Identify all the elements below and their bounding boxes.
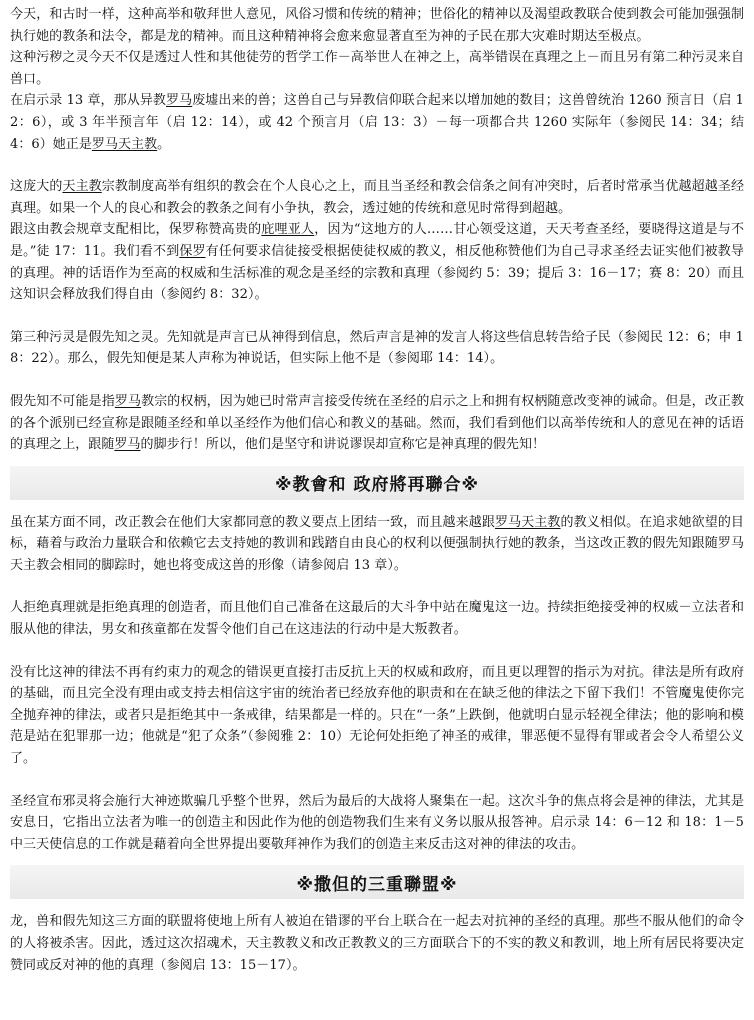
underlined-text: 庇哩亚人 [261,222,315,238]
paragraph-beast-rome [10,90,744,155]
text: 虽在某方面不同，改正教会在他们大家都同意的教义要点上团结一致，而且越来越跟 [10,514,495,530]
underlined-text: 罗马 [166,93,193,109]
section-heading-church-state [10,466,744,500]
paragraph-rejecting-truth: 人拒绝真理就是拒绝真理的创造者，而且他们自己准备在这最后的大斗争中站在魔鬼这一边。持续拒绝接受神的权威－立法者和服从他的律法，男女和孩童都在发誓令他们自己在这违法的行动中是大叛教者。 [10,600,744,638]
section-heading-text: ※教會和 政府將再聯合※ [275,475,479,496]
text: 。 [157,136,171,152]
text: 跟这由教会规章支配相比，保罗称赞高贵的 [10,222,262,238]
section-heading-text: ※撒但的三重聯盟※ [296,874,458,895]
paragraph-catholic-system [10,176,744,219]
paragraph-threefold-union: 龙，兽和假先知这三方面的联盟将使地上所有人被迫在错谬的平台上联合在一起去对抗神的圣经的真理。那些不服从他们的命令的人将被杀害。因此，透过这次招魂术，天主教教义和改正教教义的三方面联合下的不实的教义和教训，地上所有居民将要决定赞同或反对神的他的真理（参阅启 13：15－17）。 [10,914,744,973]
paragraph-final-conflict: 圣经宣布邪灵将会施行大神迹欺骗几乎整个世界，然后为最后的大战将人聚集在一起。这次斗争的焦点将会是神的律法，尤其是安息日，它指出立法者为唯一的创造主和因此作为他的创造物我们生来有义务以服从报答神。启示录 14：6－12 和 18：1－5 中三天使信息的工作就是藉着向全世界提出要敬拜神作为我们的创造主来反击这对神的律法的攻击。 [10,793,744,852]
underlined-text: 天主教 [62,179,102,195]
underlined-text: 罗马 [114,393,142,409]
section-heading-threefold-union [10,865,744,899]
underlined-text: 罗马 [114,437,141,453]
paragraph-bereans [10,219,744,305]
paragraph-law-binding: 没有比这神的律法不再有约束力的观念的错误更直接打击反抗上天的权威和政府，而且更以理智的指示为对抗。律法是所有政府的基础，而且完全没有理由或支持去相信这宇宙的统治者已经放弃他的职责和在在缺乏他的律法之下留下我们！不管魔鬼使你完全抛弃神的律法，或者只是拒绝其中一条戒律，结果都是一样的。只在“一条”上跌倒，他就明白显示轻视全律法；他的影响和模范是站在犯罪那一边；他就是“犯了众条”（参阅雅 2：10）无论何处拒绝了神圣的戒律，罪恶便不显得有罪或者会令人希望公义了。 [10,664,744,767]
text: ，因为“这地方的人……甘心领受这道，天天考查圣经，要晓得这道是与不是。”徒 17：11。我们看不到 [10,222,745,259]
paragraph-dragon-spirit: 今天，和古时一样，这种高举和敬拜世人意见，风俗习惯和传统的精神；世俗化的精神以及渴望政教联合使到教会可能加强强制执行她的教条和法令，都是龙的精神。而且这种精神将会愈来愈显著直至为神的子民在那大灾难时期达至极点。 [10,7,744,44]
text: 假先知不可能是指 [10,393,115,409]
underlined-text: 罗马天主教 [494,514,561,530]
text: 这庞大的 [10,179,63,195]
text: 在启示录 13 章，那从异教 [10,93,167,109]
text: 教宗的权柄，因为她已时常声言接受传统在圣经的启示之上和拥有权柄随意改变神的诫命。但是，改正教的各个派别已经宣称是跟随圣经和单以圣经作为他们信心和教义的基础。然而，我们看到他们以高举传统和人的意见在神的话语的真理之上，跟随 [10,393,744,453]
paragraph-protestant-false-prophet [10,391,744,456]
underlined-text: 罗马天主教 [91,136,158,152]
underlined-text: 保罗 [179,243,206,259]
text: 的脚步行！所以，他们是坚守和讲说谬误却宣称它是神真理的假先知！ [140,437,546,453]
text: 宗教制度高举有组织的教会在个人良心之上，而且当圣经和教会信条之间有冲突时，后者时常承当优越超越圣经真理。如果一个人的良心和教会的教条之间有小争执，教会，透过她的传统和意见时常得到超越。 [10,179,744,216]
paragraph-false-prophet: 第三种污灵是假先知之灵。先知就是声言已从神得到信息，然后声言是神的发言人将这些信息转告给子民（参阅民 12：6；申 18：22）。那么，假先知便是某人声称为神说话，但实际上他不是（参阅耶 14：14）。 [10,329,744,367]
paragraph-protestant-unity [10,512,744,577]
text: 有任何要求信徒接受根据使徒权威的教义，相反他称赞他们为自己寻求圣经去证实他们被教导的真理。神的话语作为至高的权威和生活标准的观念是圣经的宗教和真理（参阅约 5：39；提后 3：16－17；赛 8：20）而且这知识会释放我们得自由（参阅约 8：32）。 [10,243,744,303]
paragraph-second-spirit: 这种污秽之灵今天不仅是透过人性和其他徒劳的哲学工作－高举世人在神之上，高举错误在真理之上－而且另有第二种污灵来自兽口。 [10,50,744,87]
text: 废墟出来的兽；这兽自己与异教信仰联合起来以增加她的数目；这兽曾统治 1260 预言日（启 12：6），或 3 年半预言年（启 12：14），或 42 个预言月（启 13：3）－每一项都合共 1260 实际年（参阅民 14：34；结 4：6）她正是 [10,93,744,152]
text: 的教义相似。在追求她欲望的目标，藉着与政治力量联合和依赖它去支持她的教训和践踏自由良心的权利以便强制执行她的教条，当这改正教的假先知跟随罗马天主教会相同的脚踪时，她也将变成这兽的形像（请参阅启 13 章）。 [10,514,744,573]
